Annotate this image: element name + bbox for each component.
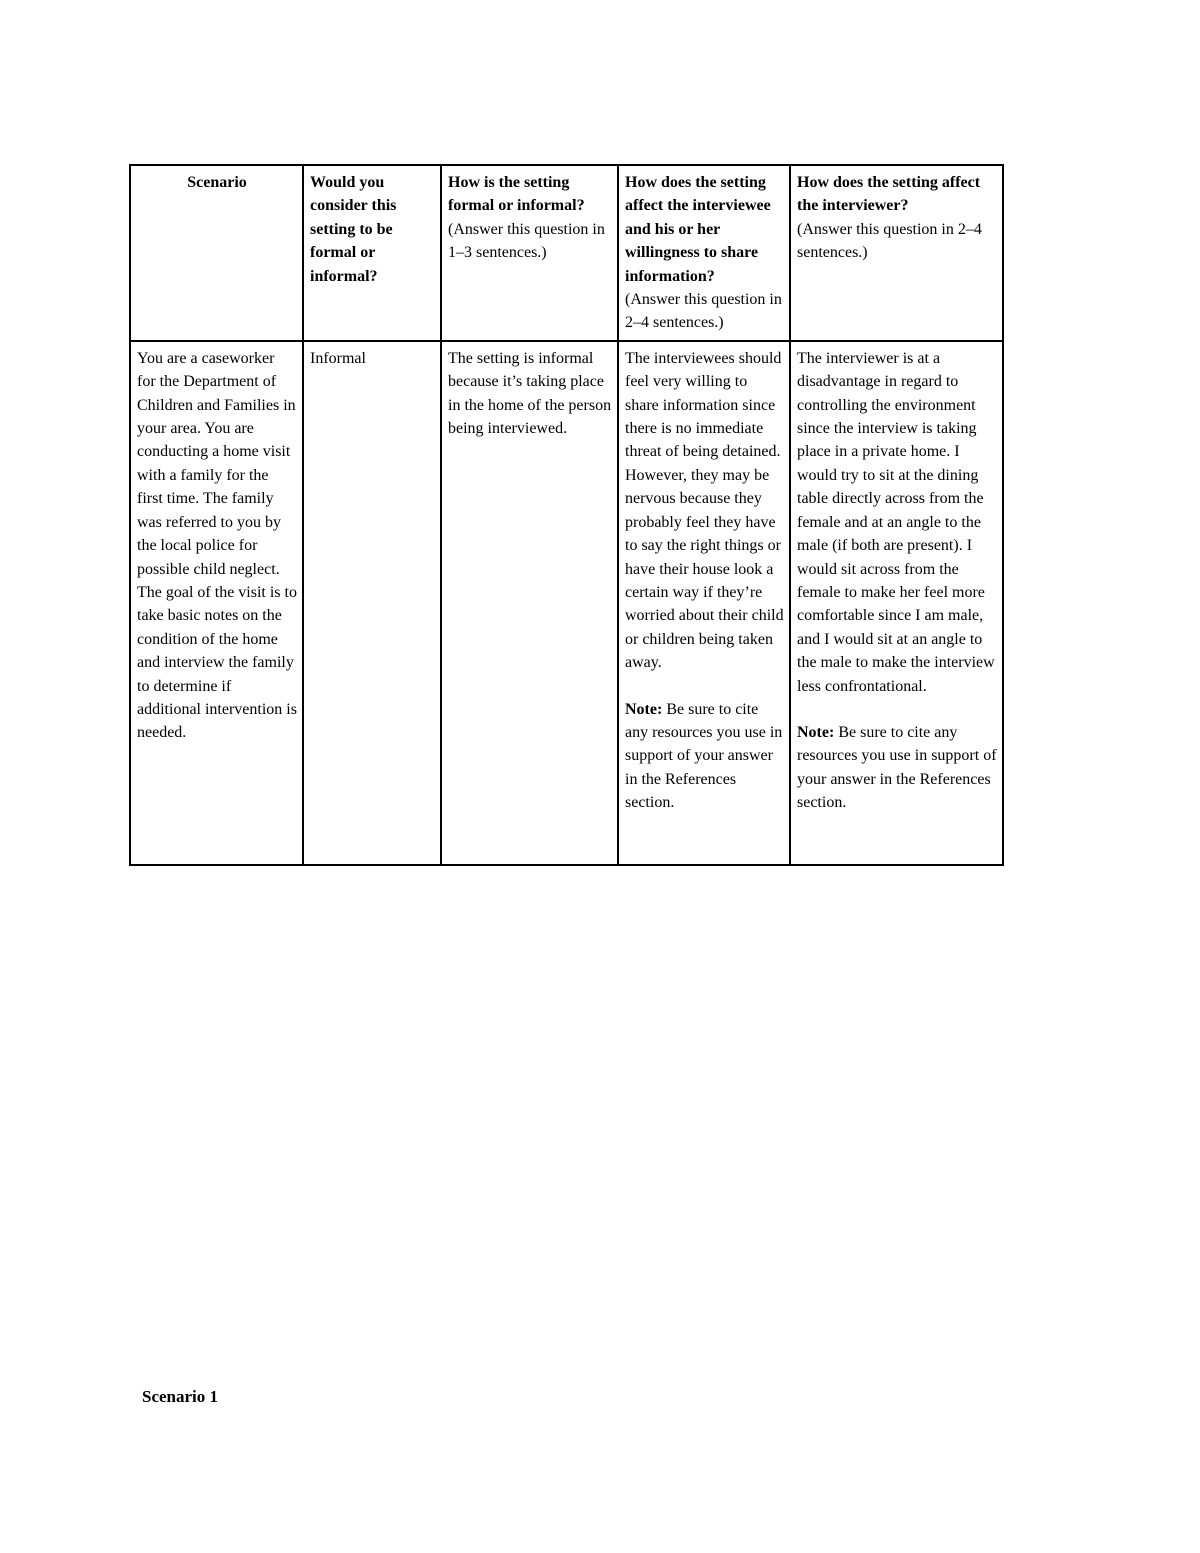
cell-how-setting: [441, 341, 618, 865]
how-setting-answer: The setting is informal because it’s taking place in the home of the person being interviewed.: [448, 349, 612, 438]
header-scenario-title: Scenario: [187, 174, 247, 191]
header-interviewee-effect-note: (Answer this question in 2–4 sentences.): [625, 291, 782, 332]
header-interviewer-effect-note: (Answer this question in 2–4 sentences.): [797, 220, 982, 262]
header-formal-or-informal: [303, 165, 441, 341]
interviewee-effect-answer: The interviewees should feel very willing to share information since there is no immediate threat of being detained. However, they may be nervous because they probably feel they have to say the right things or have their house look a certain way if they’re worried about their child or children being taken away.: [625, 349, 784, 672]
interviewer-effect-answer: The interviewer is at a disadvantage in regard to controlling the environment since the interview is taking place in a private home. I would try to sit at the dining table directly across from the female and at an angle to the male (if both are present). I would sit across from the female to make her feel more comfortable since I am male, and I would sit at an angle to the male to make the interview less confrontational.: [797, 349, 995, 695]
interviewee-note: [625, 698, 784, 815]
interviewer-note-label: Note:: [797, 723, 835, 741]
cell-formal-or-informal: [303, 341, 441, 865]
cell-interviewee-effect: [618, 341, 790, 865]
interviewer-note-text: Be sure to cite any resources you use in support of your answer in the References section.: [797, 723, 997, 812]
cell-interviewer-effect: [790, 341, 1003, 865]
scenario-table: [129, 164, 1004, 866]
cell-scenario: [130, 341, 303, 865]
header-how-setting-note: (Answer this question in 1–3 sentences.): [448, 220, 605, 262]
table-row: [130, 341, 1003, 865]
header-how-setting-title: How is the setting formal or informal?: [448, 174, 585, 215]
header-how-setting: [441, 165, 618, 341]
scenario-text: You are a caseworker for the Department of Children and Families in your area. You are conducting a home visit with a family for the first time. The family was referred to you by the local police for possible child neglect. The goal of the visit is to take basic notes on the condition of the home and interview the family to determine if additional intervention is needed.: [137, 349, 297, 742]
interviewee-note-text: Be sure to cite any resources you use in support of your answer in the References section.: [625, 700, 783, 812]
formal-or-informal-answer: Informal: [310, 349, 366, 367]
interviewer-note: [797, 721, 997, 815]
header-interviewer-effect: [790, 165, 1003, 341]
table-header-row: [130, 165, 1003, 341]
header-scenario: [130, 165, 303, 341]
header-interviewer-effect-title: How does the setting affect the interviewer?: [797, 174, 981, 215]
interviewee-note-label: Note:: [625, 700, 663, 718]
footer-scenario-label: Scenario 1: [142, 1387, 219, 1406]
header-formal-or-informal-title: Would you consider this setting to be formal or informal?: [310, 174, 397, 285]
header-interviewee-effect-title: How does the setting affect the interviewee and his or her willingness to share information?: [625, 174, 771, 285]
header-interviewee-effect: [618, 165, 790, 341]
